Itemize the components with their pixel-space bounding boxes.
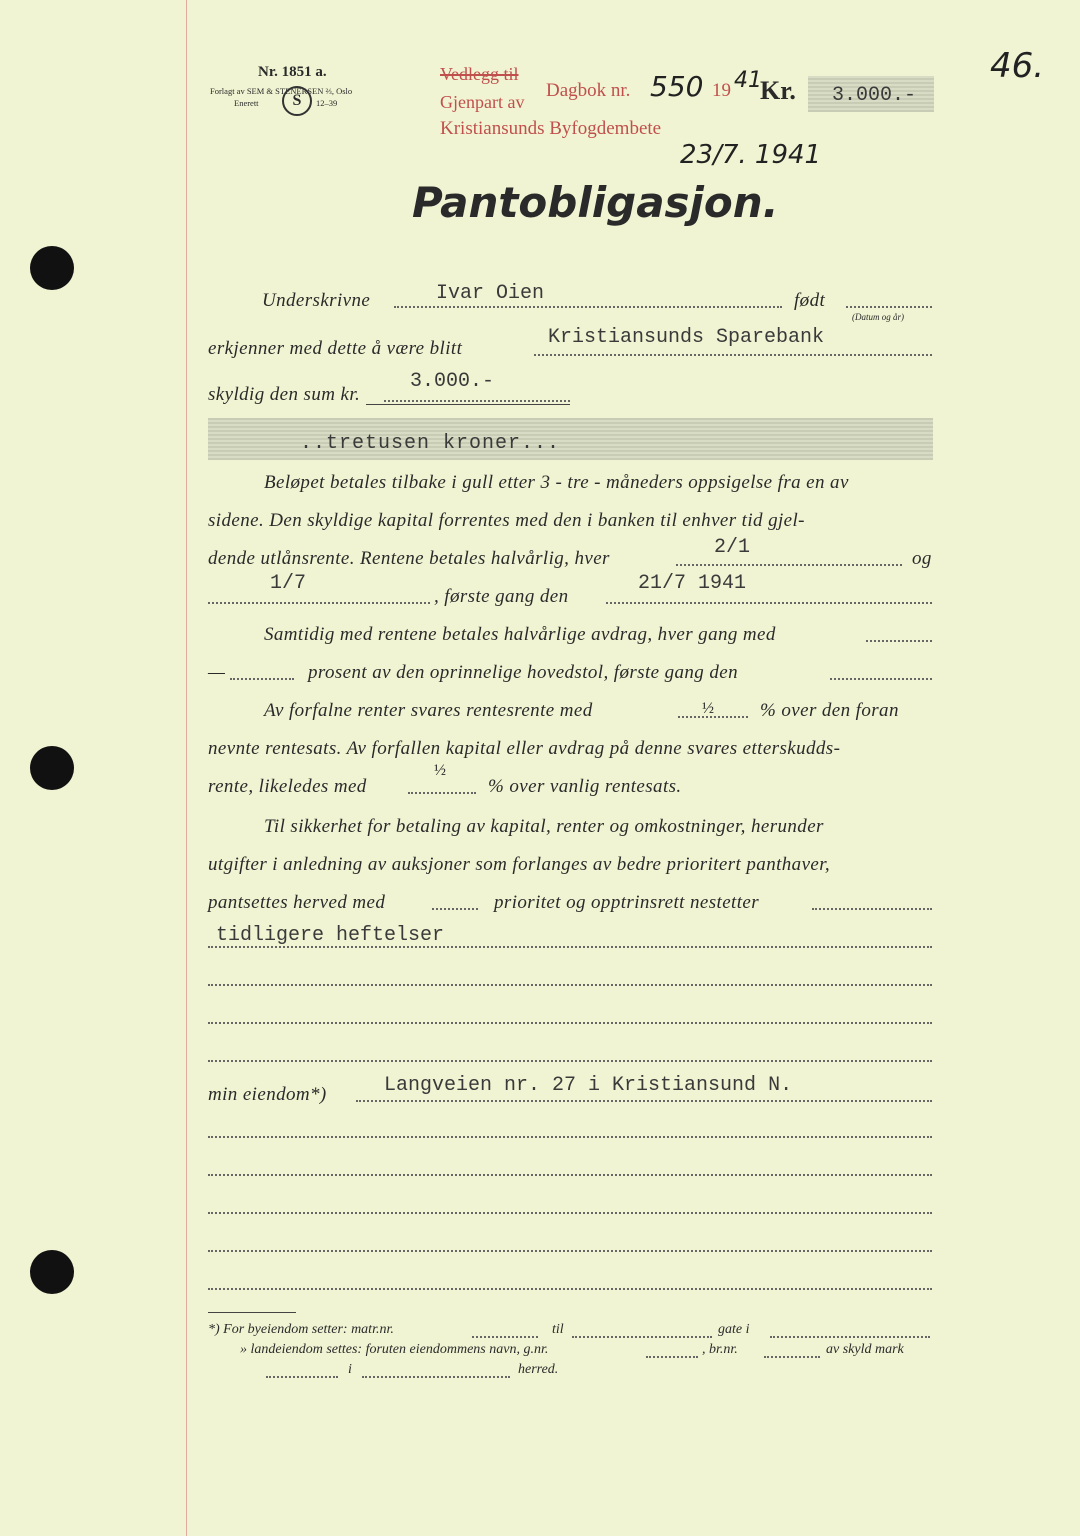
paragraph2-line1: Samtidig med rentene betales halvårlige avdrag, hver gang med bbox=[264, 624, 776, 645]
dotted-line bbox=[266, 1376, 338, 1378]
dotted-line bbox=[764, 1356, 820, 1358]
publisher-enerett: Enerett bbox=[234, 98, 259, 108]
dotted-line bbox=[356, 1100, 932, 1102]
stamp-office: Kristiansunds Byfogdembete bbox=[440, 118, 662, 139]
dotted-line bbox=[830, 678, 932, 680]
property-value: Langveien nr. 27 i Kristiansund N. bbox=[384, 1074, 793, 1097]
form-number: Nr. 1851 a. bbox=[258, 64, 327, 80]
dotted-line bbox=[866, 640, 932, 642]
born-label: født bbox=[794, 290, 826, 311]
underline bbox=[366, 404, 570, 405]
paragraph3-line1a: Av forfalne renter svares rentesrente med bbox=[264, 700, 593, 721]
paragraph4-line2: utgifter i anledning av auksjoner som forlanges av bedre prioritert panthaver, bbox=[208, 854, 831, 875]
paragraph1-og: og bbox=[912, 548, 932, 569]
dotted-line bbox=[208, 602, 430, 604]
paragraph3-line3b: % over vanlig rentesats. bbox=[488, 776, 682, 797]
footnote-line1b: til bbox=[552, 1322, 564, 1337]
dotted-line bbox=[770, 1336, 930, 1338]
dotted-line bbox=[208, 984, 932, 986]
paragraph1-line1: Beløpet betales tilbake i gull etter 3 - tre - måneders oppsigelse fra en av bbox=[264, 472, 849, 493]
amount-words: ..tretusen kroner... bbox=[300, 432, 561, 455]
dotted-line bbox=[812, 908, 932, 910]
paragraph4-line3a: pantsettes herved med bbox=[208, 892, 386, 913]
dotted-line bbox=[408, 792, 476, 794]
stamp-gjenpart: Gjenpart av bbox=[440, 92, 525, 112]
dotted-line bbox=[208, 1288, 932, 1290]
margin-rule bbox=[186, 0, 187, 1536]
footnote-rule bbox=[208, 1312, 296, 1313]
publisher-line: Forlagt av SEM & STENERSEN ⅔, Oslo bbox=[210, 86, 353, 96]
document-title: Pantobligasjon. bbox=[412, 178, 779, 227]
dotted-line bbox=[208, 1250, 932, 1252]
paragraph4-line3b: prioritet og opptrinsrett nestetter bbox=[494, 892, 760, 913]
dagbok-number: 550 bbox=[650, 70, 704, 103]
dotted-line bbox=[230, 678, 294, 680]
first-payment-date: 21/7 1941 bbox=[638, 572, 747, 595]
dotted-line bbox=[208, 1060, 932, 1062]
footnote-line1c: gate i bbox=[718, 1322, 750, 1337]
dotted-line bbox=[472, 1336, 538, 1338]
punch-hole-middle bbox=[30, 746, 74, 790]
interest-date2: 1/7 bbox=[270, 572, 307, 595]
undersigned-value: Ivar Oien bbox=[436, 282, 545, 305]
dotted-line bbox=[432, 908, 478, 910]
dotted-line bbox=[208, 1212, 932, 1214]
dotted-line bbox=[646, 1356, 698, 1358]
creditor-value: Kristiansunds Sparebank bbox=[548, 326, 825, 349]
year-suffix: 41 bbox=[734, 68, 762, 93]
paragraph4-line1: Til sikkerhet for betaling av kapital, renter og omkostninger, herunder bbox=[264, 816, 824, 837]
punch-hole-bottom bbox=[30, 1250, 74, 1294]
paragraph2-line2: prosent av den oprinnelige hovedstol, første gang den bbox=[308, 662, 738, 683]
paragraph3-line1b: % over den foran bbox=[760, 700, 899, 721]
stamp-vedlegg: Vedlegg til bbox=[440, 64, 519, 84]
handwritten-date: 23/7. 1941 bbox=[680, 140, 822, 170]
footnote-line2a: » landeiendom settes: foruten eiendommens navn, g.nr. bbox=[240, 1342, 549, 1357]
dagbok-label: Dagbok nr. bbox=[546, 80, 631, 101]
dotted-line bbox=[606, 602, 932, 604]
paragraph3-line3a: rente, likeledes med bbox=[208, 776, 367, 797]
acknowledges-label: erkjenner med dette å være blitt bbox=[208, 338, 463, 359]
punch-hole-top bbox=[30, 246, 74, 290]
dotted-line bbox=[394, 306, 782, 308]
paragraph1-line3: dende utlånsrente. Rentene betales halvårlig, hver bbox=[208, 548, 610, 569]
header-amount: 3.000.- bbox=[832, 84, 917, 107]
paragraph2-dash: — bbox=[208, 662, 226, 683]
dotted-line bbox=[534, 354, 932, 356]
footnote-line1a: *) For byeiendom setter: matr.nr. bbox=[208, 1322, 394, 1337]
dotted-line bbox=[208, 1174, 932, 1176]
page-number: 46. bbox=[990, 46, 1045, 86]
dotted-line bbox=[208, 1022, 932, 1024]
undersigned-label: Underskrivne bbox=[262, 290, 371, 311]
dotted-line bbox=[362, 1376, 510, 1378]
overdue-rate: ½ bbox=[434, 762, 446, 779]
owes-value: 3.000.- bbox=[410, 370, 495, 393]
kr-label: Kr. bbox=[760, 76, 796, 105]
interest-date1: 2/1 bbox=[714, 536, 751, 559]
footnote-line3a: i bbox=[348, 1362, 352, 1377]
property-label: min eiendom*) bbox=[208, 1084, 327, 1105]
year-prefix: 19 bbox=[712, 80, 731, 101]
born-note: (Datum og år) bbox=[852, 312, 904, 322]
paragraph1-line4: , første gang den bbox=[434, 586, 569, 607]
publisher-logo-icon: S bbox=[282, 86, 312, 116]
publisher-date: 12–39 bbox=[316, 98, 338, 108]
penalty-rate: ½ bbox=[702, 700, 714, 717]
footnote-line3b: herred. bbox=[518, 1362, 559, 1377]
dotted-line bbox=[846, 306, 932, 308]
footnote-line2c: av skyld mark bbox=[826, 1342, 904, 1357]
paragraph3-line2: nevnte rentesats. Av forfallen kapital eller avdrag på denne svares etterskudds- bbox=[208, 738, 841, 759]
dotted-line bbox=[572, 1336, 712, 1338]
owes-label: skyldig den sum kr. bbox=[208, 384, 361, 405]
prior-liens-value: tidligere heftelser bbox=[216, 924, 445, 947]
dotted-line bbox=[208, 1136, 932, 1138]
dotted-line bbox=[384, 400, 570, 402]
paragraph1-line2: sidene. Den skyldige kapital forrentes med den i banken til enhver tid gjel- bbox=[208, 510, 805, 531]
dotted-line bbox=[676, 564, 902, 566]
footnote-line2b: , br.nr. bbox=[702, 1342, 738, 1357]
